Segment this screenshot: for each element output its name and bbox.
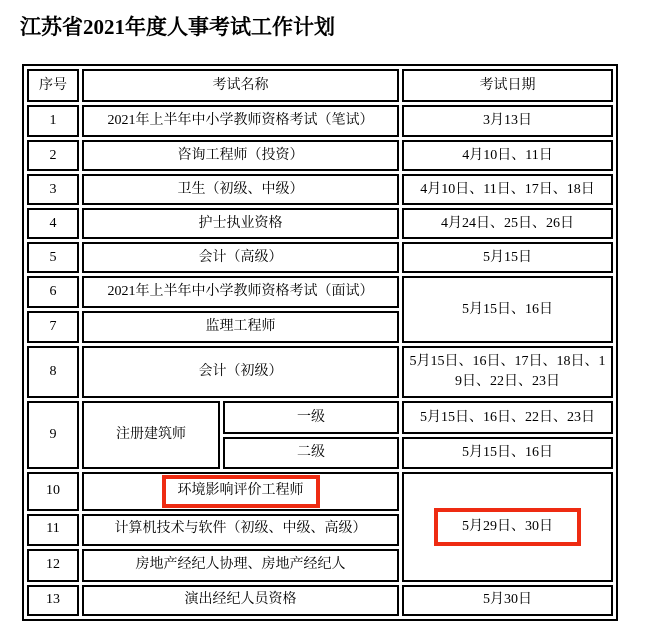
cell-exam-name: 咨询工程师（投资） xyxy=(82,140,399,171)
cell-exam-name: 会计（高级） xyxy=(82,242,399,273)
header-no: 序号 xyxy=(27,69,79,102)
highlight-box-exam-name: 环境影响评价工程师 xyxy=(162,475,320,507)
cell-exam-name: 监理工程师 xyxy=(82,311,399,343)
cell-exam-name: 会计（初级） xyxy=(82,346,399,398)
cell-no: 10 xyxy=(27,472,79,510)
cell-exam-date: 4月10日、11日 xyxy=(402,140,613,171)
table-row xyxy=(27,585,613,616)
table-row xyxy=(27,346,613,398)
cell-exam-name: 房地产经纪人协理、房地产经纪人 xyxy=(82,549,399,582)
cell-exam-date-merged xyxy=(402,472,613,581)
cell-exam-level: 二级 xyxy=(223,437,399,469)
cell-no: 11 xyxy=(27,514,79,546)
cell-exam-name xyxy=(82,472,399,510)
highlight-box-exam-date: 5月29日、30日 xyxy=(434,508,581,546)
cell-exam-date: 5月15日、16日 xyxy=(402,437,613,469)
cell-no: 4 xyxy=(27,208,79,239)
table-row xyxy=(27,276,613,308)
cell-exam-name: 注册建筑师 xyxy=(82,401,220,469)
cell-exam-date: 5月15日、16日、17日、18日、19日、22日、23日 xyxy=(402,346,613,398)
header-date: 考试日期 xyxy=(402,69,613,102)
cell-no: 7 xyxy=(27,311,79,343)
table-row xyxy=(27,242,613,273)
cell-no: 1 xyxy=(27,105,79,137)
cell-exam-name: 卫生（初级、中级） xyxy=(82,174,399,205)
table-row xyxy=(27,140,613,171)
header-name: 考试名称 xyxy=(82,69,399,102)
cell-exam-date: 4月24日、25日、26日 xyxy=(402,208,613,239)
cell-exam-level: 一级 xyxy=(223,401,399,434)
cell-no: 2 xyxy=(27,140,79,171)
cell-exam-date: 5月15日 xyxy=(402,242,613,273)
cell-exam-name: 2021年上半年中小学教师资格考试（笔试） xyxy=(82,105,399,137)
cell-no: 13 xyxy=(27,585,79,616)
cell-no: 5 xyxy=(27,242,79,273)
table-header-row xyxy=(27,69,613,102)
cell-exam-date: 5月15日、16日、22日、23日 xyxy=(402,401,613,434)
cell-no: 12 xyxy=(27,549,79,582)
cell-exam-name: 2021年上半年中小学教师资格考试（面试） xyxy=(82,276,399,308)
cell-no: 6 xyxy=(27,276,79,308)
cell-exam-date: 3月13日 xyxy=(402,105,613,137)
table-row xyxy=(27,208,613,239)
cell-no: 8 xyxy=(27,346,79,398)
cell-exam-date: 5月30日 xyxy=(402,585,613,616)
page-title: 江苏省2021年度人事考试工作计划 xyxy=(20,15,335,39)
cell-no: 3 xyxy=(27,174,79,205)
cell-exam-date-merged: 5月15日、16日 xyxy=(402,276,613,343)
cell-no: 9 xyxy=(27,401,79,469)
table-row xyxy=(27,401,613,434)
table-row xyxy=(27,105,613,137)
cell-exam-name: 演出经纪人员资格 xyxy=(82,585,399,616)
exam-plan-table xyxy=(22,64,618,620)
cell-exam-name: 护士执业资格 xyxy=(82,208,399,239)
cell-exam-name: 计算机技术与软件（初级、中级、高级） xyxy=(82,514,399,546)
table-row xyxy=(27,174,613,205)
table-row xyxy=(27,472,613,510)
cell-exam-date: 4月10日、11日、17日、18日 xyxy=(402,174,613,205)
